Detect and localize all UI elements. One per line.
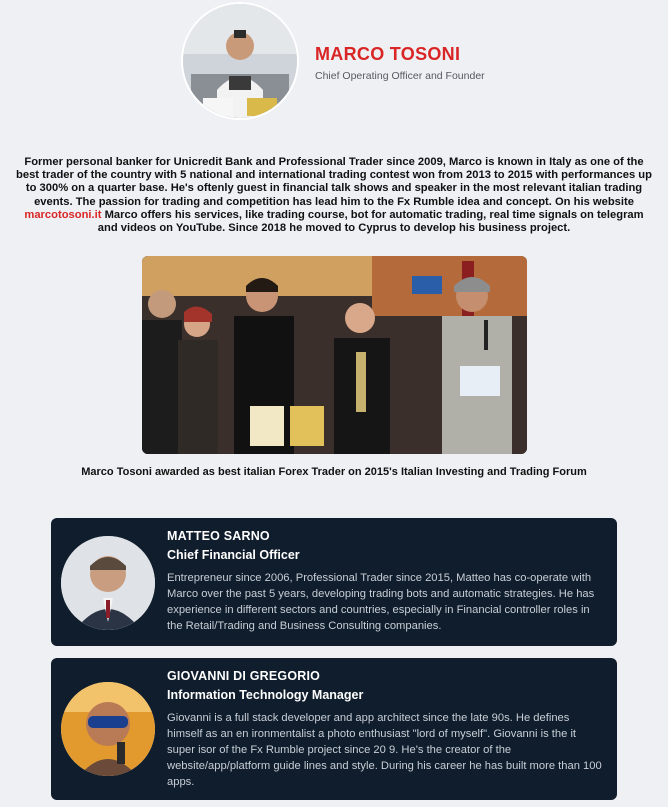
photo-caption: Marco Tosoni awarded as best italian Forex Trader on 2015's Italian Investing and Trading Forum	[81, 466, 587, 478]
website-link[interactable]: marcotosoni.it	[24, 208, 102, 221]
member-description: Entrepreneur since 2006, Professional Trader since 2015, Matteo has co-operate with Marco over the past 5 years, developing trading bots and automatic strategies. He has experience in different sectors and countries, especially in Financial controller roles in the Retail/Trading and Business Consulting companies.	[167, 572, 595, 632]
founder-avatar	[181, 2, 299, 120]
giovanni-avatar	[61, 682, 155, 776]
founder-name: MARCO TOSONI	[315, 44, 461, 64]
team-card-giovanni	[51, 658, 617, 800]
member-title: Information Technology Manager	[167, 688, 364, 702]
award-photo	[142, 256, 527, 454]
member-name: MATTEO SARNO	[167, 529, 270, 543]
member-description: Giovanni is a full stack developer and app architect since the late 90s. He defines himself as an en ironmentalist a photo enthusiast "lord of myself". Giovanni is the it super isor of the Fx Rumble project since 20 9. He's the creator of the website/app/platform guide lines and style. During his career he has built more than 100 apps.	[167, 712, 602, 788]
member-name: GIOVANNI DI GREGORIO	[167, 669, 321, 683]
founder-bio	[14, 156, 654, 235]
bio-text-part1: Former personal banker for Unicredit Bank and Professional Trader since 2009, Marco is known in Italy as one of the best trader of the country with 5 national and international trading contest won from 2013 to 2015 with performances up to 300% on a quarter base. He's oftenly guest in financial talk shows and speaker in the most relevant italian trading events. The passion for trading and competition has lead him to the Fx Rumble idea and concept. On his website	[16, 156, 652, 208]
member-title: Chief Financial Officer	[167, 548, 300, 562]
bio-text-part2: Marco offers his services, like trading course, bot for automatic trading, real time signals on telegram and videos on YouTube. Since 2018 he moved to Cyprus to develop his business project.	[97, 208, 644, 235]
matteo-avatar	[61, 536, 155, 630]
team-card-matteo	[51, 518, 617, 646]
founder-role: Chief Operating Officer and Founder	[315, 70, 485, 82]
